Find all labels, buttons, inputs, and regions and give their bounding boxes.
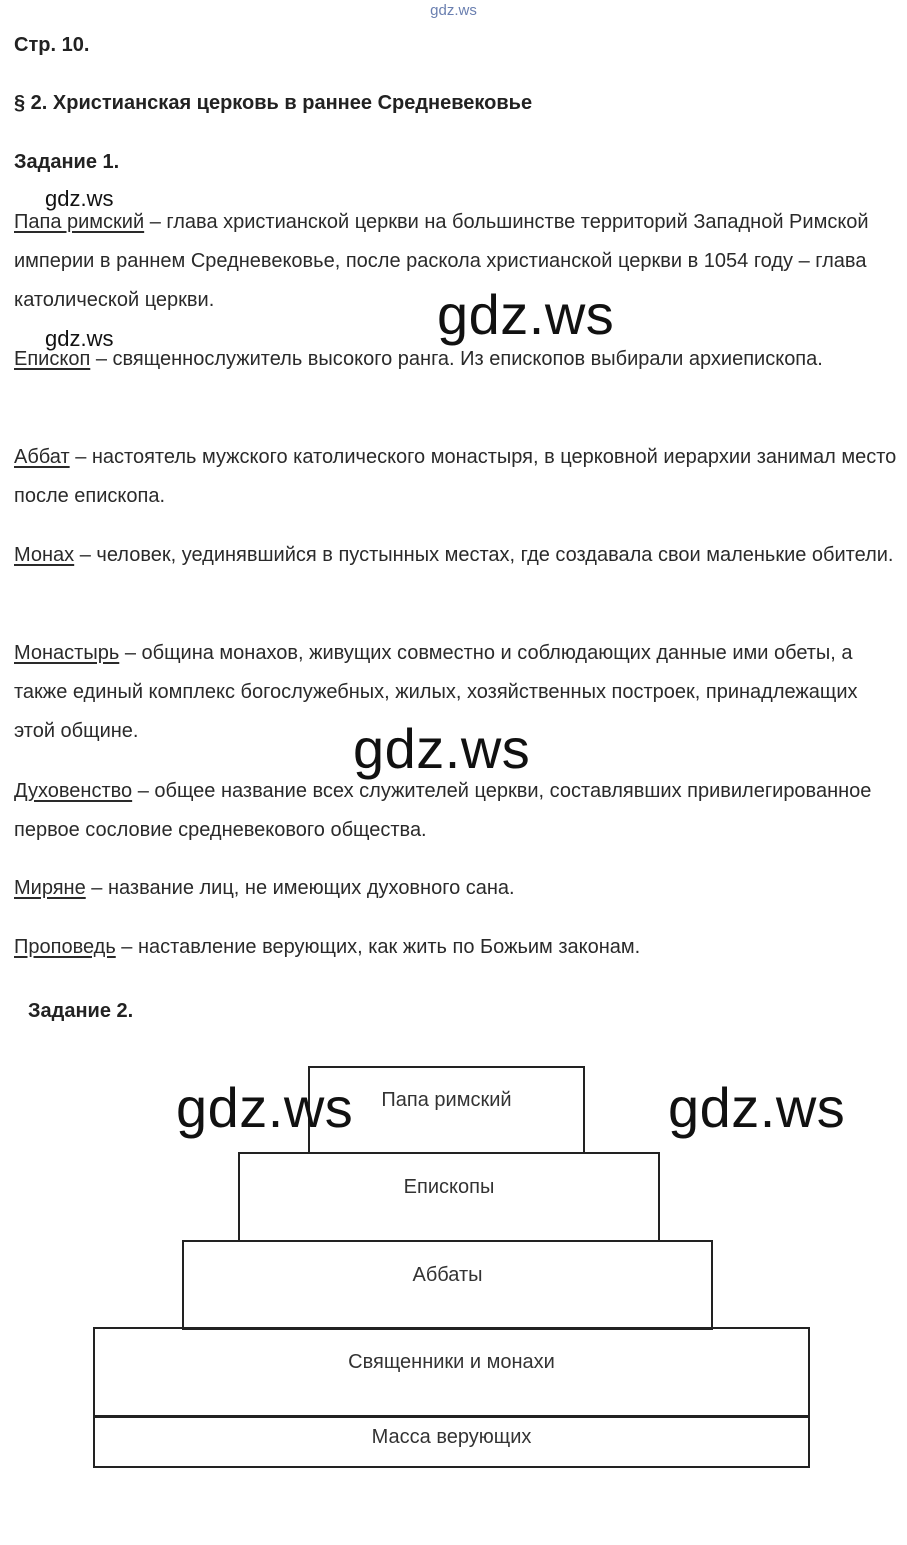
definition-term: Монастырь <box>14 642 120 664</box>
site-label: gdz.ws <box>430 2 477 19</box>
definition-paragraph <box>14 536 904 575</box>
watermark-logo: gdz.ws <box>437 283 615 346</box>
watermark-logo: gdz.ws <box>45 326 114 351</box>
definition-term: Проповедь <box>14 936 116 958</box>
page-number: Стр. 10. <box>14 34 90 56</box>
definition-text: – наставление верующих, как жить по Божьим законам. <box>115 936 641 958</box>
pyramid-level-bishops <box>238 1152 660 1242</box>
pyramid-label: Аббаты <box>412 1264 483 1286</box>
watermark-logo: gdz.ws <box>176 1076 354 1139</box>
definition-text: – настоятель мужского католического монастыря, в церковной иерархии занимал место после епископа. <box>14 446 897 507</box>
section-title: § 2. Христианская церковь в раннее Средневековье <box>14 92 533 114</box>
definition-term: Папа римский <box>14 211 145 233</box>
definition-term: Аббат <box>14 446 70 468</box>
definition-paragraph <box>14 772 904 850</box>
pyramid-label: Масса верующих <box>371 1426 532 1448</box>
pyramid-level-believers <box>93 1415 810 1468</box>
pyramid-label: Епископы <box>403 1176 495 1198</box>
definition-text: – название лиц, не имеющих духовного сана. <box>85 877 515 899</box>
task2-title: Задание 2. <box>28 1000 134 1022</box>
definition-text: – человек, уединявшийся в пустынных местах, где создавала свои маленькие обители. <box>74 544 894 566</box>
watermark-logo: gdz.ws <box>668 1076 846 1139</box>
watermark-logo: gdz.ws <box>45 186 114 211</box>
definition-text: – община монахов, живущих совместно и соблюдающих данные ими обеты, а также единый комплекс богослужебных, жилых, хозяйственных построек, принадлежащих этой общине. <box>14 642 858 742</box>
definition-text: – священнослужитель высокого ранга. Из епископов выбирали архиепископа. <box>90 348 823 370</box>
definition-text: – глава христианской церкви на большинстве территорий Западной Римской империи в раннем Средневековье, после раскола христианской церкви в 1054 году – глава католической церкви. <box>14 211 869 311</box>
pyramid-level-priests-monks <box>93 1327 810 1418</box>
definition-term: Миряне <box>14 877 86 899</box>
task1-title: Задание 1. <box>14 151 120 173</box>
definition-term: Епископ <box>14 348 91 370</box>
pyramid-label: Священники и монахи <box>348 1351 555 1373</box>
pyramid-level-abbots <box>182 1240 713 1330</box>
definition-text: – общее название всех служителей церкви, составлявших привилегированное первое сословие средневекового общества. <box>14 780 872 841</box>
pyramid-label: Папа римский <box>381 1089 512 1111</box>
definition-paragraph <box>14 928 904 967</box>
definition-paragraph <box>14 438 904 516</box>
definition-term: Монах <box>14 544 75 566</box>
definition-paragraph <box>14 869 904 908</box>
watermark-logo: gdz.ws <box>353 717 531 780</box>
definition-term: Духовенство <box>14 780 133 802</box>
